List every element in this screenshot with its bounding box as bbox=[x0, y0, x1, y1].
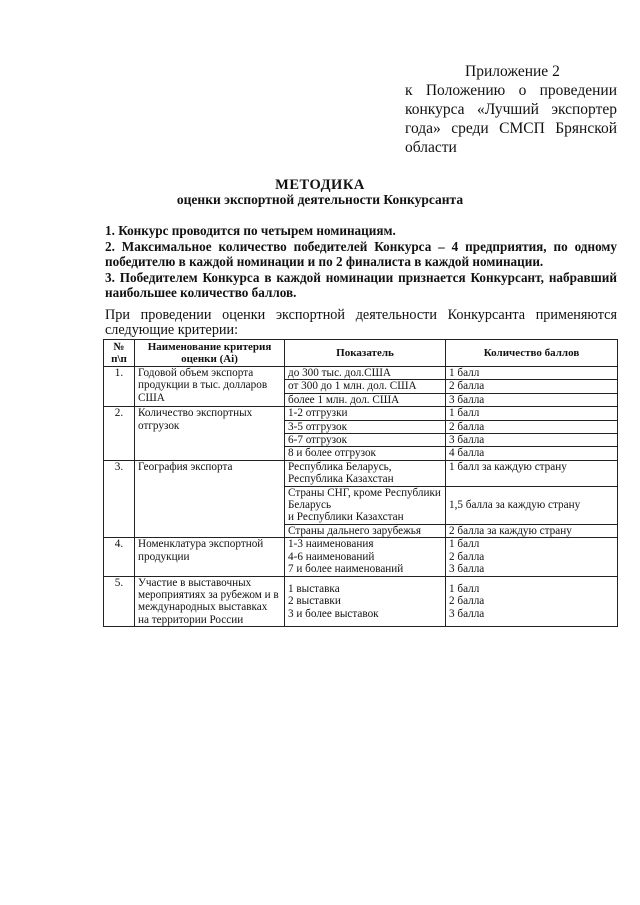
table-row bbox=[104, 576, 618, 627]
rule-item: 1. Конкурс проводится по четырем номинациям. bbox=[105, 223, 396, 238]
header-name: Наименование критерия оценки (Ai) bbox=[135, 340, 285, 367]
indicator-cell: до 300 тыс. дол.США bbox=[285, 367, 446, 380]
indicator-cell: 1-3 наименования 4-6 наименований 7 и более наименований bbox=[285, 538, 446, 576]
indicator-cell: 1-2 отгрузки bbox=[285, 407, 446, 420]
table-row bbox=[104, 460, 618, 486]
indicator-cell: 8 и более отгрузок bbox=[285, 447, 446, 460]
indicator-cell: 1 выставка 2 выставки 3 и более выставок bbox=[285, 576, 446, 627]
indicator-cell: от 300 до 1 млн. дол. США bbox=[285, 380, 446, 393]
points-cell: 3 балла bbox=[446, 393, 618, 406]
criterion-name: Количество экспортных отгрузок bbox=[135, 407, 285, 461]
header-num: № п\п bbox=[104, 340, 135, 367]
criterion-number: 4. bbox=[104, 538, 135, 576]
appendix-body: к Положению о проведении конкурса «Лучший экспортер года» среди СМСП Брянской области bbox=[405, 82, 617, 156]
points-cell: 2 балла bbox=[446, 420, 618, 433]
appendix-block bbox=[405, 62, 617, 157]
criterion-name: География экспорта bbox=[135, 460, 285, 537]
rule-item: 2. Максимальное количество победителей Конкурса – 4 предприятия, по одному победителю в каждой номинации и по 2 финалиста в каждой номинации. bbox=[105, 238, 617, 269]
document-subtitle: оценки экспортной деятельности Конкурсанта bbox=[176, 192, 464, 207]
points-cell: 1,5 балла за каждую страну bbox=[446, 486, 618, 524]
points-cell: 4 балла bbox=[446, 447, 618, 460]
criterion-number: 5. bbox=[104, 576, 135, 627]
indicator-cell: Страны дальнего зарубежья bbox=[285, 524, 446, 537]
table-row bbox=[104, 538, 618, 576]
header-indicator: Показатель bbox=[285, 340, 446, 367]
points-cell: 1 балл за каждую страну bbox=[446, 460, 618, 486]
rule-item: 3. Победителем Конкурса в каждой номинации признается Конкурсант, набравший наибольшее количество баллов. bbox=[105, 269, 617, 300]
criteria-table bbox=[103, 339, 618, 627]
criterion-name: Участие в выставочных мероприятиях за рубежом и в международных выставках на территории России bbox=[135, 576, 285, 627]
appendix-title: Приложение 2 bbox=[465, 63, 560, 80]
points-cell: 1 балл bbox=[446, 407, 618, 420]
criterion-name: Номенклатура экспортной продукции bbox=[135, 538, 285, 576]
intro-paragraph: При проведении оценки экспортной деятельности Конкурсанта применяются следующие критерии: bbox=[105, 307, 617, 338]
criterion-number: 3. bbox=[104, 460, 135, 537]
rules-list bbox=[105, 223, 617, 301]
points-cell: 2 балла за каждую страну bbox=[446, 524, 618, 537]
points-cell: 2 балла bbox=[446, 380, 618, 393]
criterion-number: 1. bbox=[104, 367, 135, 407]
points-cell: 1 балл bbox=[446, 367, 618, 380]
indicator-cell: 3-5 отгрузок bbox=[285, 420, 446, 433]
points-cell: 1 балл 2 балла 3 балла bbox=[446, 576, 618, 627]
document-title: МЕТОДИКА bbox=[275, 177, 365, 193]
table-header-row bbox=[104, 340, 618, 367]
criterion-number: 2. bbox=[104, 407, 135, 461]
criterion-name: Годовой объем экспорта продукции в тыс. долларов США bbox=[135, 367, 285, 407]
table-row bbox=[104, 367, 618, 380]
header-points: Количество баллов bbox=[446, 340, 618, 367]
points-cell: 3 балла bbox=[446, 434, 618, 447]
indicator-cell: более 1 млн. дол. США bbox=[285, 393, 446, 406]
indicator-cell: Республика Беларусь, Республика Казахстан bbox=[285, 460, 446, 486]
indicator-cell: 6-7 отгрузок bbox=[285, 434, 446, 447]
indicator-cell: Страны СНГ, кроме Республики Беларусь и Республики Казахстан bbox=[285, 486, 446, 524]
table-row bbox=[104, 407, 618, 420]
points-cell: 1 балл 2 балла 3 балла bbox=[446, 538, 618, 576]
